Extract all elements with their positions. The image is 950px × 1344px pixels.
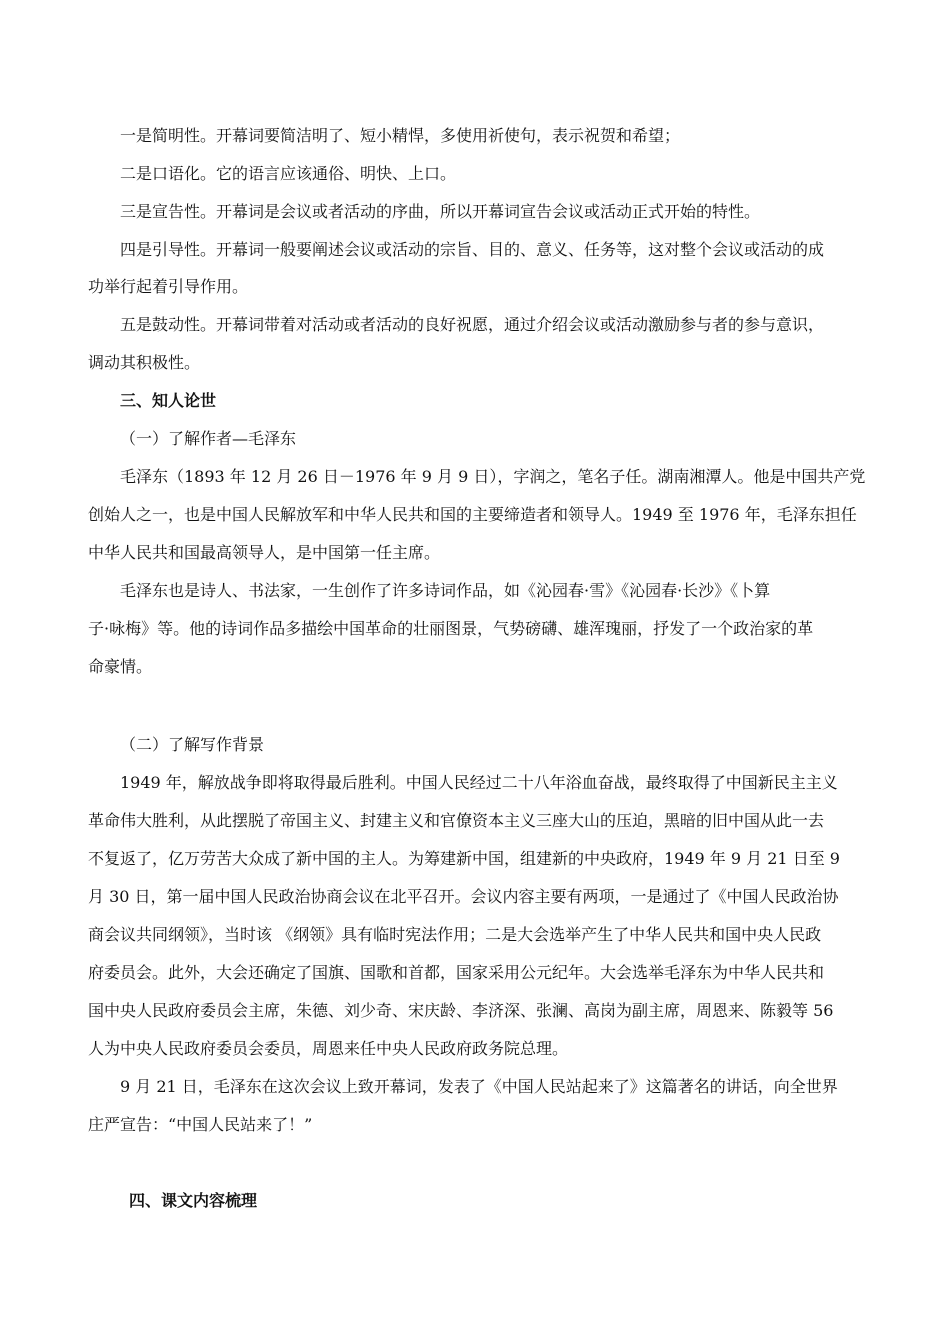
background-line-7: 国中央人民政府委员会主席，朱德、刘少奇、宋庆龄、李济深、张澜、高岗为副主席，周恩来、陈毅等 56 bbox=[88, 1001, 834, 1020]
author-paragraph-2-line-2: 子·咏梅》等。他的诗词作品多描绘中国革命的壮丽图景，气势磅礴、雄浑瑰丽，抒发了一个政治家的革 bbox=[88, 619, 814, 638]
feature-paragraph-4-line-1: 四是引导性。开幕词一般要阐述会议或活动的宗旨、目的、意义、任务等，这对整个会议或活动的成 bbox=[120, 240, 825, 259]
author-paragraph-1-line-2: 创始人之一，也是中国人民解放军和中华人民共和国的主要缔造者和领导人。1949 至 1976 年，毛泽东担任 bbox=[88, 505, 857, 524]
background-line-1: 1949 年，解放战争即将取得最后胜利。中国人民经过二十八年浴血奋战，最终取得了中国新民主主义 bbox=[120, 773, 838, 792]
author-paragraph-1-line-3: 中华人民共和国最高领导人，是中国第一任主席。 bbox=[88, 543, 441, 562]
feature-paragraph-3: 三是宣告性。开幕词是会议或者活动的序曲，所以开幕词宣告会议或活动正式开始的特性。 bbox=[120, 202, 761, 221]
author-paragraph-2-line-1: 毛泽东也是诗人、书法家，一生创作了许多诗词作品，如《沁园春·雪》《沁园春·长沙》《卜算 bbox=[120, 581, 771, 600]
subheading-author: （一）了解作者—毛泽东 bbox=[120, 429, 297, 448]
feature-paragraph-1: 一是简明性。开幕词要简洁明了、短小精悍，多使用祈使句，表示祝贺和希望； bbox=[120, 126, 681, 145]
section-heading-3: 三、知人论世 bbox=[120, 391, 217, 410]
speech-line-2: 庄严宣告：“中国人民站来了！” bbox=[88, 1115, 313, 1134]
subheading-background: （二）了解写作背景 bbox=[120, 735, 265, 754]
author-paragraph-2-line-3: 命豪情。 bbox=[88, 657, 153, 676]
speech-line-1: 9 月 21 日，毛泽东在这次会议上致开幕词，发表了《中国人民站起来了》这篇著名的讲话，向全世界 bbox=[120, 1077, 838, 1096]
background-line-5: 商会议共同纲领》，当时该 《纲领》具有临时宪法作用；二是大会选举产生了中华人民共和国中央人民政 bbox=[88, 925, 822, 944]
background-line-3: 不复返了，亿万劳苦大众成了新中国的主人。为筹建新中国，组建新的中央政府，1949 年 9 月 21 日至 9 bbox=[88, 849, 840, 868]
background-line-6: 府委员会。此外，大会还确定了国旗、国歌和首都，国家采用公元纪年。大会选举毛泽东为中华人民共和 bbox=[88, 963, 825, 982]
background-line-8: 人为中央人民政府委员会委员，周恩来任中央人民政府政务院总理。 bbox=[88, 1039, 569, 1058]
feature-paragraph-5-line-2: 调动其积极性。 bbox=[88, 353, 201, 372]
feature-paragraph-2: 二是口语化。它的语言应该通俗、明快、上口。 bbox=[120, 164, 457, 183]
author-paragraph-1-line-1: 毛泽东（1893 年 12 月 26 日－1976 年 9 月 9 日），字润之，笔名子任。湖南湘潭人。他是中国共产党 bbox=[120, 467, 866, 486]
feature-paragraph-5-line-1: 五是鼓动性。开幕词带着对活动或者活动的良好祝愿，通过介绍会议或活动激励参与者的参与意识， bbox=[120, 315, 825, 334]
section-heading-4: 四、课文内容梳理 bbox=[129, 1191, 258, 1210]
background-line-2: 革命伟大胜利，从此摆脱了帝国主义、封建主义和官僚资本主义三座大山的压迫，黑暗的旧中国从此一去 bbox=[88, 811, 825, 830]
feature-paragraph-4-line-2: 功举行起着引导作用。 bbox=[88, 277, 249, 296]
background-line-4: 月 30 日，第一届中国人民政治协商会议在北平召开。会议内容主要有两项，一是通过了《中国人民政治协 bbox=[88, 887, 839, 906]
